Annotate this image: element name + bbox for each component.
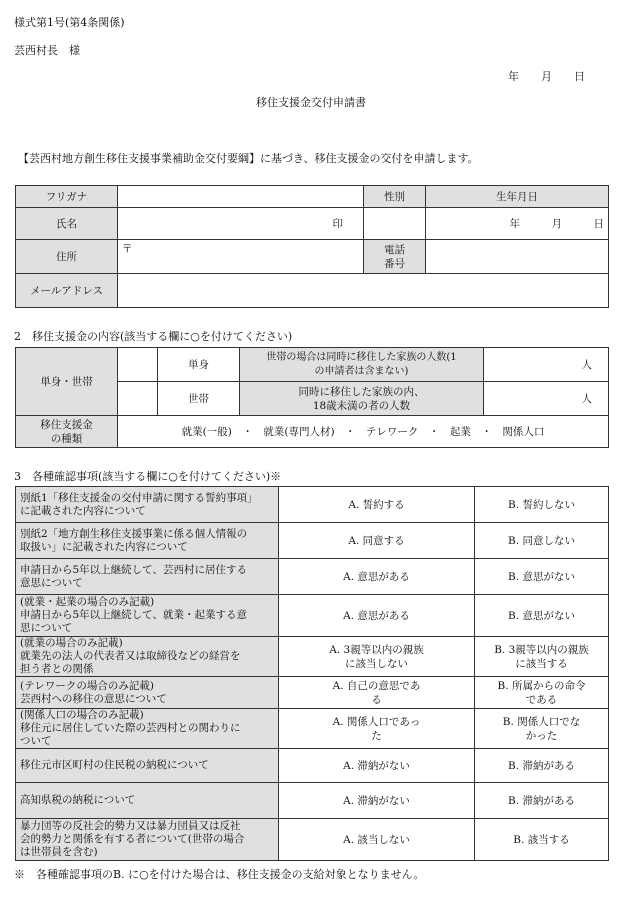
confirmation-item-label: (就業の場合のみ記載) 就業先の法人の代表者又は取締役などの経営を 担う者との関係 bbox=[16, 637, 279, 677]
form-number: 様式第1号(第4条関係) bbox=[14, 16, 125, 29]
address-label: 住所 bbox=[16, 240, 118, 274]
option-a[interactable]: A. 自己の意思であ る bbox=[279, 677, 475, 709]
single-check-cell[interactable] bbox=[118, 348, 158, 382]
section2-heading: 2 移住支援金の内容(該当する欄に○を付けてください) bbox=[14, 330, 293, 343]
table-row bbox=[16, 677, 609, 709]
footnote: ※ 各種確認事項のB. に○を付けた場合は、移住支援金の支給対象となりません。 bbox=[14, 868, 425, 881]
option-a[interactable]: A. 意思がある bbox=[279, 595, 475, 637]
table-row bbox=[16, 487, 609, 523]
name-label: 氏名 bbox=[16, 208, 118, 240]
table-row bbox=[16, 559, 609, 595]
single-household-label: 単身・世帯 bbox=[16, 348, 118, 416]
address-field[interactable] bbox=[118, 240, 364, 274]
option-b[interactable]: B. 誓約しない bbox=[475, 487, 609, 523]
seal-mark: 印 bbox=[332, 217, 343, 230]
phone-label: 電話 番号 bbox=[364, 240, 426, 274]
single-label: 単身 bbox=[158, 348, 240, 382]
option-b[interactable]: B. 滞納がある bbox=[475, 749, 609, 783]
option-a[interactable]: A. 滞納がない bbox=[279, 749, 475, 783]
email-label: メールアドレス bbox=[16, 274, 118, 308]
option-b[interactable]: B. 意思がない bbox=[475, 559, 609, 595]
confirmation-table bbox=[15, 486, 609, 861]
confirmation-item-label: 別紙1「移住支援金の交付申請に関する誓約事項」 に記載された内容について bbox=[16, 487, 279, 523]
applicant-table bbox=[15, 185, 609, 308]
option-a[interactable]: A. 意思がある bbox=[279, 559, 475, 595]
confirmation-item-label: 高知県税の納税について bbox=[16, 783, 279, 819]
support-content-table bbox=[15, 347, 609, 448]
furigana-field[interactable] bbox=[118, 186, 364, 208]
confirmation-item-label: 別紙2「地方創生移住支援事業に係る個人情報の 取扱い」に記載された内容について bbox=[16, 523, 279, 559]
option-a[interactable]: A. 同意する bbox=[279, 523, 475, 559]
household-check-cell[interactable] bbox=[118, 382, 158, 416]
phone-field[interactable] bbox=[426, 240, 609, 274]
sex-label: 性別 bbox=[364, 186, 426, 208]
confirmation-item-label: (テレワークの場合のみ記載) 芸西村への移住の意思について bbox=[16, 677, 279, 709]
table-row bbox=[16, 709, 609, 749]
household-label: 世帯 bbox=[158, 382, 240, 416]
option-a[interactable]: A. 3親等以内の親族 に該当しない bbox=[279, 637, 475, 677]
section3-heading: 3 各種確認事項(該当する欄に○を付けてください)※ bbox=[14, 470, 282, 483]
sex-field[interactable] bbox=[364, 208, 426, 240]
confirmation-item-label: (関係人口の場合のみ記載) 移住元に居住していた際の芸西村との関わりに ついて bbox=[16, 709, 279, 749]
confirmation-item-label: 移住元市区町村の住民税の納税について bbox=[16, 749, 279, 783]
option-a[interactable]: A. 滞納がない bbox=[279, 783, 475, 819]
table-row bbox=[16, 637, 609, 677]
option-b[interactable]: B. 同意しない bbox=[475, 523, 609, 559]
option-b[interactable]: B. 意思がない bbox=[475, 595, 609, 637]
furigana-label: フリガナ bbox=[16, 186, 118, 208]
date-line: 年 月 日 bbox=[508, 70, 585, 83]
single-count-field[interactable]: 人 bbox=[484, 348, 609, 382]
household-count-field[interactable]: 人 bbox=[484, 382, 609, 416]
table-row bbox=[16, 523, 609, 559]
confirmation-item-label: (就業・起業の場合のみ記載) 申請日から5年以上継続して、就業・起業する意 思について bbox=[16, 595, 279, 637]
option-a[interactable]: A. 誓約する bbox=[279, 487, 475, 523]
confirmation-item-label: 暴力団等の反社会的勢力又は暴力団員又は反社 会的勢力と関係を有する者について(世帯の場合 は世帯員を含む) bbox=[16, 819, 279, 861]
confirmation-item-label: 申請日から5年以上継続して、芸西村に居住する 意思について bbox=[16, 559, 279, 595]
option-a[interactable]: A. 該当しない bbox=[279, 819, 475, 861]
table-row bbox=[16, 595, 609, 637]
table-row bbox=[16, 783, 609, 819]
option-b[interactable]: B. 3親等以内の親族 に該当する bbox=[475, 637, 609, 677]
option-b[interactable]: B. 滞納がある bbox=[475, 783, 609, 819]
support-type-label: 移住支援金 の種類 bbox=[16, 416, 118, 448]
table-row bbox=[16, 749, 609, 783]
table-row bbox=[16, 819, 609, 861]
option-b[interactable]: B. 関係人口でな かった bbox=[475, 709, 609, 749]
option-b[interactable]: B. 所属からの命令 である bbox=[475, 677, 609, 709]
email-field[interactable] bbox=[118, 274, 609, 308]
birth-field[interactable]: 年 月 日 bbox=[426, 208, 609, 240]
intro-text: 【芸西村地方創生移住支援事業補助金交付要綱】に基づき、移住支援金の交付を申請します。 bbox=[18, 152, 479, 165]
name-field[interactable] bbox=[118, 208, 364, 240]
birth-label: 生年月日 bbox=[426, 186, 609, 208]
postal-mark: 〒 bbox=[122, 243, 133, 255]
single-desc: 世帯の場合は同時に移住した家族の人数(1 の申請者は含まない) bbox=[240, 348, 484, 382]
support-type-options[interactable]: 就業(一般) ・ 就業(専門人材) ・ テレワーク ・ 起業 ・ 関係人口 bbox=[118, 416, 609, 448]
option-b[interactable]: B. 該当する bbox=[475, 819, 609, 861]
page-title: 移住支援金交付申請書 bbox=[256, 96, 366, 109]
option-a[interactable]: A. 関係人口であっ た bbox=[279, 709, 475, 749]
household-desc: 同時に移住した家族の内、 18歳未満の者の人数 bbox=[240, 382, 484, 416]
addressee: 芸西村長 様 bbox=[14, 44, 80, 57]
